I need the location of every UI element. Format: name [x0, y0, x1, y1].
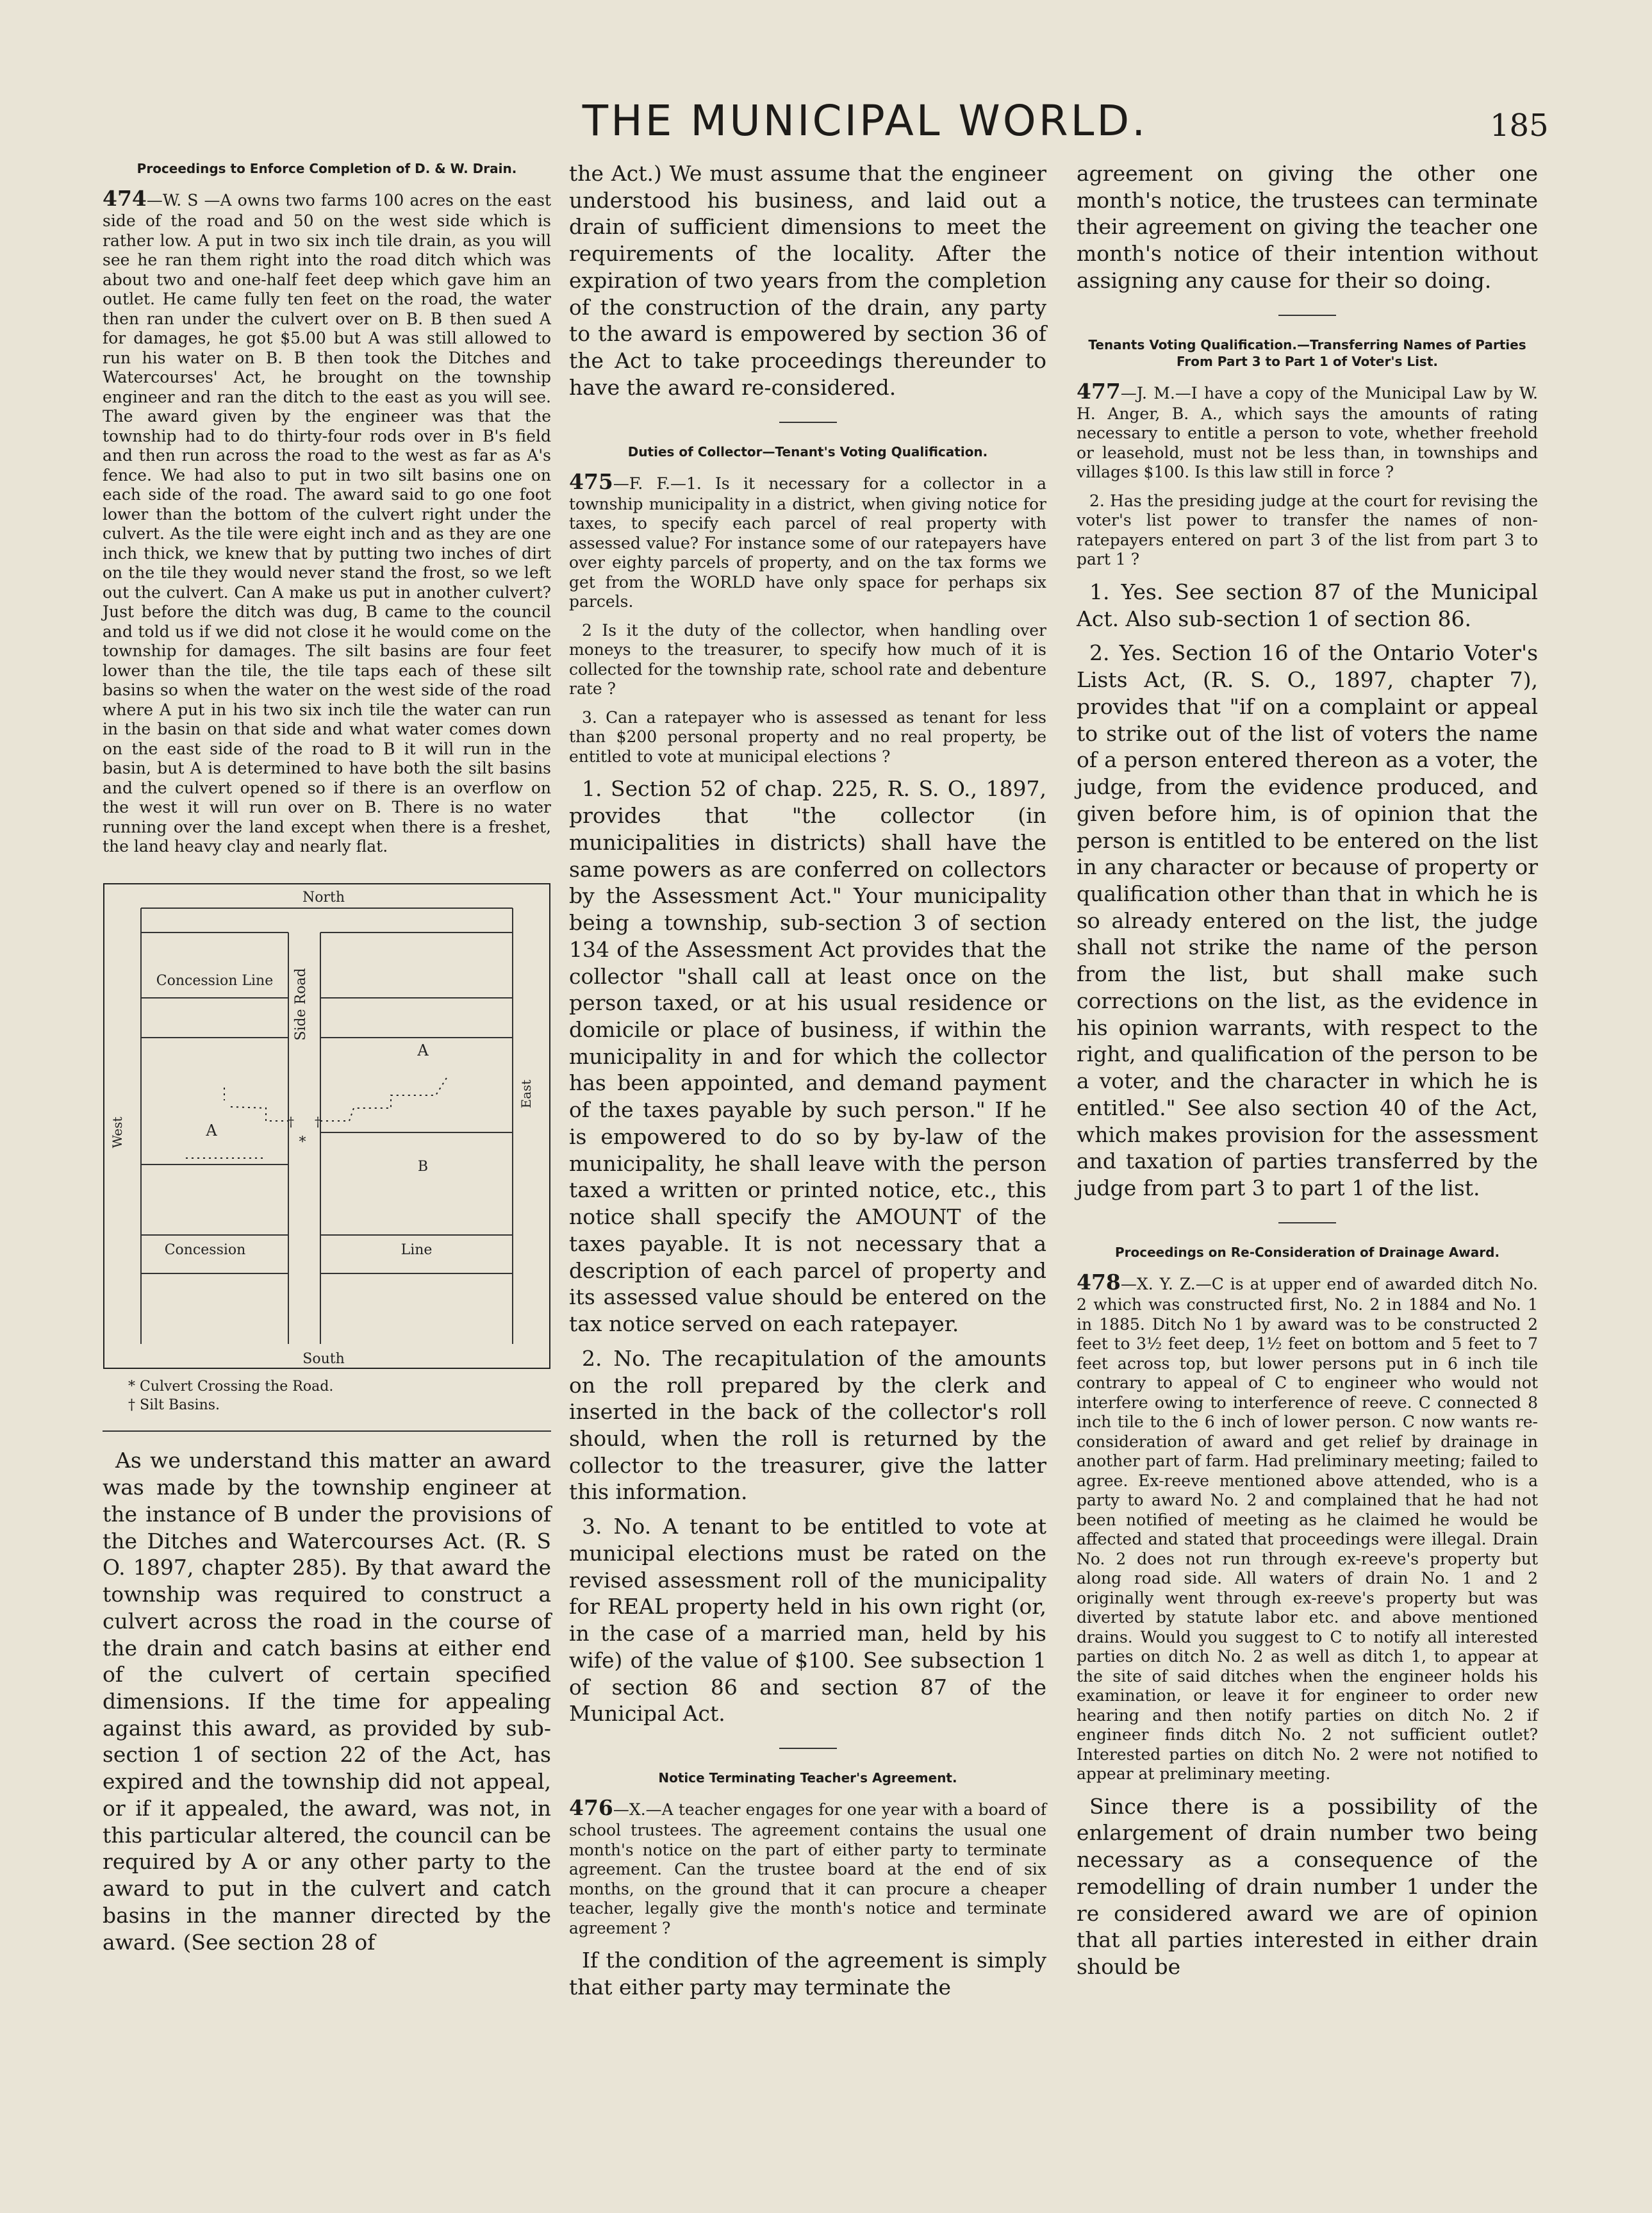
drain-diagram	[103, 883, 551, 1370]
answer-474-continued: the Act.) We must assume that the engineer understood his business, and laid out a drain of sufficient dimensions to meet the requirements of the locality. After the expiration of two years from the completion of the construction of the drain, any party to the award is empowered by section 36 of the Act to take proceedings thereunder to have the award re-considered.	[569, 161, 1046, 400]
answer-477-2: 2. Yes. Section 16 of the Ontario Voter's Lists Act, (R. S. O., 1897, chapter 7), provides that "if on a complaint or appeal to strike out of the list of voters the name of a person entered thereon as a voter, the judge, from the evidence produced, and given before him, is of opinion that the person is entitled to be entered on the list in any character or because of property or qualification other than that in which he is so already entered on the list, the judge shall not strike the name of the person from the list, but shall make such corrections on the list, as the evidence in his opinion warrants, with respect to the right, and qualification of the person to be a voter, and the character in which he is entitled." See also section 40 of the Act, which makes provision for the assessment and taxation of parties transferred by the judge from part 3 to part 1 of the list.	[1077, 640, 1538, 1201]
diagram-farm-a-east: A	[417, 1041, 429, 1059]
question-477-2: 2. Has the presiding judge at the court for revising the voter's list power to transfer the names of non-ratepayers entered on part 3 of the list from part 3 to part 1 ?	[1077, 491, 1538, 569]
answer-477-1: 1. Yes. See section 87 of the Municipal Act. Also sub-section 1 of section 86.	[1077, 579, 1538, 631]
heading-477: Tenants Voting Qualification.—Transferring Names of Parties From Part 3 to Part 1 of Voter's List.	[1088, 336, 1526, 369]
diagram-farm-b: B	[417, 1158, 429, 1175]
diagram-culvert-mark: *	[299, 1134, 306, 1150]
heading-478: Proceedings on Re-Consideration of Drainage Award.	[1114, 1244, 1500, 1260]
question-number: 477	[1077, 378, 1121, 404]
question-text: —W. S —A owns two farms 100 acres on the east side of the road and 50 on the west side which is rather low. A put in two six inch tile drain, as you will see he ran them right into the road ditch which was about two and one-half feet deep which gave him an outlet. He came fully ten feet on the road, the water then ran under the culvert over on B. B then sued A for damages, he got $5.00 but A was still allowed to run his water on B. B then took the Ditches and Watercourses' Act, he brought on the township engineer and ran the ditch to the east as you will see. The award given by the engineer was that the township had to do thirty-four rods over in B's field and then run across the road to the west as far as A's fence. We had also to put in two silt basins one on each side of the road. The award said to go one foot lower than the bottom of the culvert right under the culvert. As the tile were eight inch and as they are one inch thick, we knew that by putting two inches of dirt on the tile they would never stand the frost, so we left out the culvert. Can A make us put in another culvert? Just before the ditch was dug, B came to the council and told us if we did not close it he would come on the township for damages. The silt basins are four feet lower than the tile, the tile taps each of these silt basins so when the water on the west side of the road where A put in his two six inch tile the water can run in the basin on that side and what water comes down on the east side of the road to B it will run in the basin, but A is determined to have both the silt basins and the culvert opened so if there is an overflow on the west it will run over on B. There is no water running over the land except when there is a freshet, the land heavy clay and nearly flat.	[103, 191, 551, 856]
question-476	[569, 1795, 1046, 1938]
question-number: 474	[103, 186, 147, 211]
question-475-2: 2 Is it the duty of the collector, when handling over moneys to the treasurer, to specify how much of it is collected for the township rate, school rate and debenture rate ?	[569, 620, 1046, 699]
column-3	[1077, 160, 1538, 1988]
legend-culvert: * Culvert Crossing the Road.	[128, 1378, 334, 1395]
divider	[779, 422, 837, 423]
question-478	[1077, 1270, 1538, 1784]
diagram-farm-a-west: A	[206, 1121, 217, 1140]
diagram-basin-mark-west: †	[288, 1113, 294, 1129]
column-1	[103, 160, 551, 1963]
divider	[779, 1748, 837, 1749]
answer-476: If the condition of the agreement is simply that either party may terminate the	[569, 1948, 1046, 2000]
diagram-north-label: North	[302, 889, 345, 906]
question-text: —X. Y. Z.—C is at upper end of awarded ditch No. 2 which was constructed first, No. 2 in 1884 and No. 1 in 1885. Ditch No 1 by award was to be constructed 2 feet to 3½ feet deep, 1½ feet on bottom and 5 feet to 7 feet across top, but lower persons put in 6 inch tile contrary to appeal of C to engineer who would not interfere owing to interference of reeve. C connected 8 inch tile to the 6 inch of lower person. C now wants re-consideration of award and get relief by drainage in another part of farm. Had preliminary meeting; failed to agree. Ex-reeve mentioned above attended, who is a party to award No. 2 and complained that he had not been notified of meeting as he claimed he would be affected and stated that proceedings were illegal. Drain No. 2 does not run through ex-reeve's property but along road side. All waters of drain No. 1 and 2 originally went through ex-reeve's property but was diverted by statute labor etc. and above mentioned drains. Would you suggest to C to notify all interested parties on ditch No. 2 as well as ditch 1, to appear at the site of said ditches when the engineer holds his examination, or leave it for engineer to order new hearing and then notify parties on ditch No. 2 if engineer finds ditch No. 2 not sufficient outlet? Interested parties on ditch No. 2 were not notified to appear at preliminary meeting.	[1077, 1274, 1538, 1784]
answer-475-3: 3. No. A tenant to be entitled to vote at municipal elections must be rated on the revised assessment roll of the municipality for REAL property held in his own right (or, in the case of a married man, held by his wife) of the value of $100. See subsection 1 of section 86 and section 87 of the Municipal Act.	[569, 1514, 1046, 1727]
divider	[1278, 315, 1336, 316]
masthead-title: THE MUNICIPAL WORLD.	[582, 96, 1148, 145]
question-477-1	[1077, 379, 1538, 483]
diagram-concession-label: Concession	[164, 1241, 246, 1258]
diagram-line-label: Line	[401, 1241, 433, 1258]
answer-476-continued: agreement on giving the other one month's notice, the trustees can terminate their agreement on giving the teacher one month's notice of their intention without assigning any cause for their so doing.	[1077, 161, 1538, 293]
question-text: —F. F.—1. Is it necessary for a collector in a township municipality in a district, when giving notice for taxes, to specify each parcel of real property with assessed value? For instance some of our ratepayers have over eighty parcels of property, and on the tax forms we get from the WORLD have only space for perhaps six parcels.	[569, 474, 1046, 611]
answer-474: As we understand this matter an award was made by the township engineer at the instance of B under the provisions of the Ditches and Watercourses Act. (R. S O. 1897, chapter 285). By that award the township was required to construct a culvert across the road in the course of the drain and catch basins at either end of the culvert of certain specified dimensions. If the time for appealing against this award, as provided by sub-section 1 of section 22 of the Act, has expired and the township did not appeal, or if it appealed, the award, was not, in this particular altered, the council can be required by A or any other party to the award to put in the culvert and catch basins in the manner directed by the award. (See section 28 of	[103, 1448, 551, 1955]
page-number: 185	[1490, 108, 1549, 144]
answer-478: Since there is a possibility of the enlargement of drain number two being necessary as a consequence of the remodelling of drain number 1 under the re considered award we are of opinion that all parties interested in either drain should be	[1077, 1793, 1538, 1979]
divider	[103, 1430, 551, 1432]
diagram-border	[104, 884, 550, 1368]
question-475-3: 3. Can a ratepayer who is assessed as tenant for less than $200 personal property and no real property, be entitled to vote at municipal elections ?	[569, 708, 1046, 766]
diagram-east-label: East	[518, 1079, 534, 1109]
answer-475-1: 1. Section 52 of chap. 225, R. S. O., 1897, provides that "the collector (in municipalities in districts) shall have the same powers as are conferred on collectors by the Assessment Act." Your municipality being a township, sub-section 3 of section 134 of the Assessment Act provides that the collector "shall call at least once on the person taxed, or at his usual residence or domicile or place of business, if within the municipality in and for which the collector has been appointed, and demand payment of the taxes payable by such person." If he is empowered to do so by by-law of the municipality, he shall leave with the person taxed a written or printed notice, etc., this notice shall specify the AMOUNT of the taxes payable. It is not necessary that a description of each parcel of property and its assessed value should be entered on the tax notice served on each ratepayer.	[569, 776, 1046, 1337]
question-475-1	[569, 469, 1046, 612]
diagram-concession-line-label: Concession Line	[156, 972, 274, 989]
heading-475: Duties of Collector—Tenant's Voting Qualification.	[627, 443, 988, 460]
heading-476: Notice Terminating Teacher's Agreement.	[658, 1770, 957, 1786]
legend-basins: † Silt Basins.	[128, 1397, 220, 1413]
answer-475-2: 2. No. The recapitulation of the amounts on the roll prepared by the clerk and inserted in the back of the collector's roll should, when the roll is returned by the collector to the treasurer, give the latter this information.	[569, 1345, 1046, 1505]
diagram-side-road-label: Side Road	[293, 968, 309, 1041]
question-number: 476	[569, 1795, 613, 1821]
question-text: —J. M.—I have a copy of the Municipal Law by W. H. Anger, B. A., which says the amounts of rating necessary to entitle a person to vote, whether freehold or leasehold, must not be less than, in townships and villages $100. Is this law still in force ?	[1077, 383, 1538, 482]
diagram-south-label: South	[302, 1350, 345, 1367]
question-text: —X.—A teacher engages for one year with a board of school trustees. The agreement contains the usual one month's notice on the part of either party to terminate agreement. Can the trustee board at the end of six months, on the ground that it can procure a cheaper teacher, legally give the month's notice and terminate agreement ?	[569, 1800, 1046, 1937]
question-474	[103, 186, 551, 857]
question-number: 475	[569, 468, 613, 494]
question-number: 478	[1077, 1269, 1121, 1295]
diagram-basin-mark-east: †	[315, 1113, 321, 1129]
divider	[1278, 1222, 1336, 1223]
heading-474: Proceedings to Enforce Completion of D. & W. Drain.	[136, 161, 517, 176]
diagram-west-label: West	[110, 1116, 125, 1148]
column-2	[569, 160, 1046, 2009]
